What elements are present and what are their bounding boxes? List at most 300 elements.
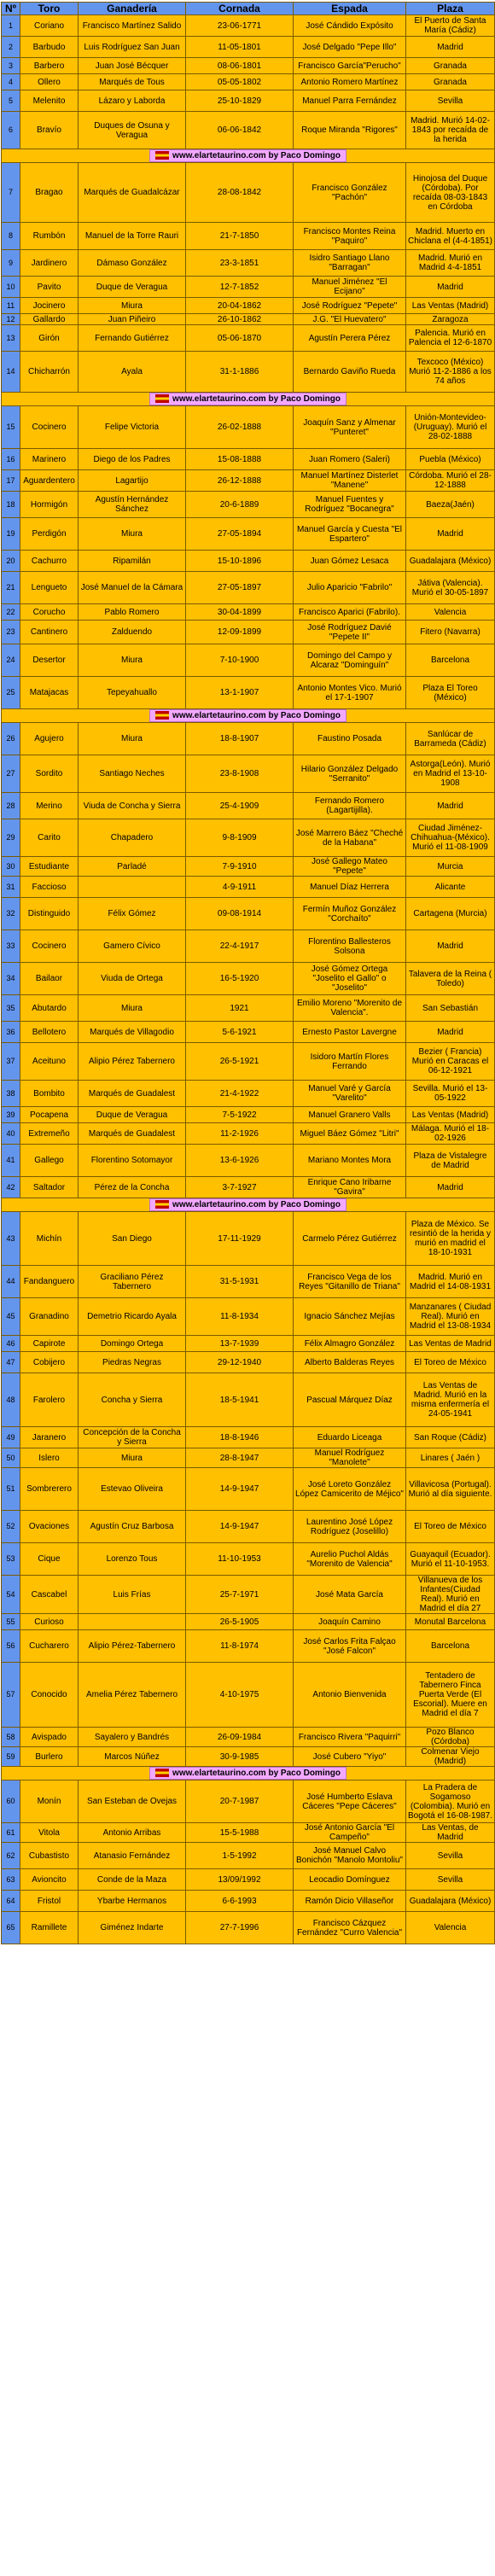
cell-espada: Pascual Márquez Díaz: [294, 1373, 406, 1427]
table-row: [2, 995, 495, 1022]
cell-num: 56: [2, 1630, 20, 1663]
cell-num: 10: [2, 277, 20, 298]
cell-cornada: 18-8-1946: [186, 1427, 294, 1448]
cell-ganaderia: Concepción de la Concha y Sierra: [79, 1427, 186, 1448]
cell-toro: Pavito: [20, 277, 79, 298]
table-row: [2, 1543, 495, 1576]
cell-espada: Joaquín Sanz y Almenar "Punteret": [294, 406, 406, 449]
table-row: [2, 1373, 495, 1427]
table-row: [2, 1869, 495, 1891]
cell-espada: Eduardo Liceaga: [294, 1427, 406, 1448]
cell-ganaderia: Parladé: [79, 857, 186, 877]
banner-row: [2, 1767, 495, 1780]
table-row: [2, 723, 495, 755]
table-row: [2, 1630, 495, 1663]
cell-cornada: 26-5-1921: [186, 1043, 294, 1081]
cell-ganaderia: Marqués de Villagodio: [79, 1022, 186, 1043]
cell-espada: Miguel Báez Gómez "Litri": [294, 1123, 406, 1145]
table-row: [2, 1427, 495, 1448]
cell-num: 64: [2, 1891, 20, 1912]
table-row: [2, 572, 495, 604]
cell-toro: Islero: [20, 1448, 79, 1468]
cell-cornada: 4-9-1911: [186, 877, 294, 898]
cell-num: 62: [2, 1843, 20, 1869]
cell-num: 25: [2, 677, 20, 709]
cell-ganaderia: Agustín Cruz Barbosa: [79, 1511, 186, 1543]
cell-num: 45: [2, 1298, 20, 1336]
cell-toro: Lengueto: [20, 572, 79, 604]
cell-espada: Fernando Romero (Lagartijilla).: [294, 793, 406, 819]
table-row: [2, 1123, 495, 1145]
cell-cornada: 17-11-1929: [186, 1212, 294, 1266]
cell-ganaderia: Ripamilán: [79, 551, 186, 572]
cell-ganaderia: Miura: [79, 644, 186, 677]
cell-num: 32: [2, 898, 20, 930]
cell-espada: José Humberto Eslava Cáceres "Pepe Cáceres": [294, 1780, 406, 1823]
cell-cornada: 13-1-1907: [186, 677, 294, 709]
cell-cornada: 7-9-1910: [186, 857, 294, 877]
cell-espada: José Rodríguez "Pepete": [294, 298, 406, 314]
cell-ganaderia: Amelia Pérez Tabernero: [79, 1663, 186, 1728]
cell-cornada: 1921: [186, 995, 294, 1022]
table-row: [2, 604, 495, 621]
banner-text: www.elartetaurino.com by Paco Domingo: [172, 711, 341, 720]
cell-espada: Domingo del Campo y Alcaraz "Dominguín": [294, 644, 406, 677]
cell-plaza: Monutal Barcelona: [406, 1614, 495, 1630]
cell-num: 50: [2, 1448, 20, 1468]
cell-toro: Barbudo: [20, 37, 79, 58]
cell-espada: Isidoro Martín Flores Ferrando: [294, 1043, 406, 1081]
cell-plaza: San Roque (Cádiz): [406, 1427, 495, 1448]
cell-cornada: 11-10-1953: [186, 1543, 294, 1576]
cell-toro: Distinguido: [20, 898, 79, 930]
cell-espada: Ernesto Pastor Lavergne: [294, 1022, 406, 1043]
cell-toro: Capirote: [20, 1336, 79, 1352]
cell-ganaderia: Marqués de Guadalcázar: [79, 163, 186, 223]
cell-cornada: 11-8-1934: [186, 1298, 294, 1336]
cell-ganaderia: Viuda de Concha y Sierra: [79, 793, 186, 819]
cell-ganaderia: Miura: [79, 298, 186, 314]
banner-cell: [2, 149, 495, 163]
table-body: [2, 15, 495, 1944]
table-row: [2, 1177, 495, 1198]
header-ganaderia: Ganadería: [79, 3, 186, 15]
cell-plaza: Madrid: [406, 277, 495, 298]
table-row: [2, 857, 495, 877]
cell-cornada: 7-10-1900: [186, 644, 294, 677]
website-banner: [149, 1198, 346, 1211]
cell-ganaderia: Pablo Romero: [79, 604, 186, 621]
cell-espada: Manuel Varé y García "Varelito": [294, 1081, 406, 1107]
cell-ganaderia: [79, 877, 186, 898]
cell-toro: Bombito: [20, 1081, 79, 1107]
cell-espada: Ramón Dicio Villaseñor: [294, 1891, 406, 1912]
cell-plaza: Granada: [406, 74, 495, 90]
banner-row: [2, 393, 495, 406]
cell-toro: Cocinero: [20, 406, 79, 449]
cell-espada: Faustino Posada: [294, 723, 406, 755]
banner-text: www.elartetaurino.com by Paco Domingo: [172, 394, 341, 404]
cell-num: 47: [2, 1352, 20, 1373]
cell-espada: Florentino Ballesteros Solsona: [294, 930, 406, 963]
cell-cornada: 23-3-1851: [186, 250, 294, 277]
cell-toro: Aguardentero: [20, 470, 79, 492]
cell-cornada: 28-8-1947: [186, 1448, 294, 1468]
table-row: [2, 298, 495, 314]
cell-plaza: Cartagena (Murcia): [406, 898, 495, 930]
cell-ganaderia: [79, 1614, 186, 1630]
cell-espada: Roque Miranda "Rigores": [294, 112, 406, 149]
cell-ganaderia: Miura: [79, 1448, 186, 1468]
cell-cornada: 20-04-1862: [186, 298, 294, 314]
cell-num: 11: [2, 298, 20, 314]
cell-ganaderia: Gamero Cívico: [79, 930, 186, 963]
cell-ganaderia: Lázaro y Laborda: [79, 90, 186, 112]
spanish-flag-icon: [155, 394, 169, 403]
cell-espada: Laurentino José López Rodríguez (Joselillo): [294, 1511, 406, 1543]
cell-ganaderia: Demetrio Ricardo Ayala: [79, 1298, 186, 1336]
cell-num: 13: [2, 325, 20, 352]
table-row: [2, 1614, 495, 1630]
cell-toro: Ramillete: [20, 1912, 79, 1944]
spanish-flag-icon: [155, 711, 169, 720]
cell-plaza: Córdoba. Murió el 28-12-1888: [406, 470, 495, 492]
cell-cornada: 26-12-1888: [186, 470, 294, 492]
cell-plaza: Manzanares ( Ciudad Real). Murió en Madrid el 13-08-1934: [406, 1298, 495, 1336]
cell-espada: Antonio Montes Vico. Murió el 17-1-1907: [294, 677, 406, 709]
cell-espada: Carmelo Pérez Gutiérrez: [294, 1212, 406, 1266]
cell-espada: José Cubero "Yiyo": [294, 1747, 406, 1767]
cell-cornada: 14-9-1947: [186, 1511, 294, 1543]
cell-cornada: 29-12-1940: [186, 1352, 294, 1373]
cell-cornada: 12-09-1899: [186, 621, 294, 644]
cell-plaza: Sevilla. Murió el 13-05-1922: [406, 1081, 495, 1107]
cell-num: 22: [2, 604, 20, 621]
cell-cornada: 16-5-1920: [186, 963, 294, 995]
cell-plaza: Villavicosa (Portugal). Murió al día siguiente.: [406, 1468, 495, 1511]
table-row: [2, 1298, 495, 1336]
cell-toro: Saltador: [20, 1177, 79, 1198]
cell-toro: Curioso: [20, 1614, 79, 1630]
cell-ganaderia: Juan Piñeiro: [79, 314, 186, 325]
cell-ganaderia: Viuda de Ortega: [79, 963, 186, 995]
table-row: [2, 793, 495, 819]
cell-cornada: 21-4-1922: [186, 1081, 294, 1107]
cell-cornada: 25-7-1971: [186, 1576, 294, 1614]
cell-espada: Manuel Martínez Disterlet "Manene": [294, 470, 406, 492]
cell-num: 17: [2, 470, 20, 492]
cell-toro: Michín: [20, 1212, 79, 1266]
cell-espada: Aurelio Puchol Aldás "Morenito de Valencia": [294, 1543, 406, 1576]
cell-plaza: Linares ( Jaén ): [406, 1448, 495, 1468]
cell-ganaderia: Tepeyahuallo: [79, 677, 186, 709]
cell-toro: Ovaciones: [20, 1511, 79, 1543]
cell-espada: Francisco Aparici (Fabrilo).: [294, 604, 406, 621]
cell-num: 55: [2, 1614, 20, 1630]
cell-espada: Manuel Rodríguez "Manolete": [294, 1448, 406, 1468]
cell-toro: Extremeño: [20, 1123, 79, 1145]
table-row: [2, 1728, 495, 1747]
cell-ganaderia: Atanasio Fernández: [79, 1843, 186, 1869]
cell-num: 52: [2, 1511, 20, 1543]
table-row: [2, 1511, 495, 1543]
cell-num: 39: [2, 1107, 20, 1123]
cell-ganaderia: Florentino Sotomayor: [79, 1145, 186, 1177]
cell-toro: Abutardo: [20, 995, 79, 1022]
table-row: [2, 621, 495, 644]
cell-num: 31: [2, 877, 20, 898]
cell-toro: Fristol: [20, 1891, 79, 1912]
cell-plaza: Zaragoza: [406, 314, 495, 325]
cell-toro: Chicharrón: [20, 352, 79, 393]
cell-cornada: 27-05-1897: [186, 572, 294, 604]
cell-toro: Marinero: [20, 449, 79, 470]
cell-num: 61: [2, 1823, 20, 1843]
table-row: [2, 1266, 495, 1298]
cell-plaza: Sevilla: [406, 90, 495, 112]
cell-num: 19: [2, 518, 20, 551]
table-row: [2, 1747, 495, 1767]
cell-num: 8: [2, 223, 20, 250]
cell-ganaderia: José Manuel de la Cámara: [79, 572, 186, 604]
table-row: [2, 449, 495, 470]
cell-cornada: 06-06-1842: [186, 112, 294, 149]
cell-ganaderia: Marqués de Guadalest: [79, 1081, 186, 1107]
cell-toro: Merino: [20, 793, 79, 819]
cell-plaza: Madrid: [406, 37, 495, 58]
cell-plaza: Las Ventas de Madrid. Murió en la misma enfermería el 24-05-1941: [406, 1373, 495, 1427]
cell-cornada: 05-06-1870: [186, 325, 294, 352]
cell-toro: Farolero: [20, 1373, 79, 1427]
cell-espada: Antonio Romero Martínez: [294, 74, 406, 90]
table-row: [2, 1468, 495, 1511]
cell-plaza: Colmenar Viejo (Madrid): [406, 1747, 495, 1767]
table-row: [2, 223, 495, 250]
cell-espada: Enrique Cano Iribarne "Gavira": [294, 1177, 406, 1198]
cell-toro: Sombrerero: [20, 1468, 79, 1511]
cell-num: 21: [2, 572, 20, 604]
cell-cornada: 13-6-1926: [186, 1145, 294, 1177]
cell-num: 12: [2, 314, 20, 325]
cell-cornada: 30-04-1899: [186, 604, 294, 621]
cell-espada: Emilio Moreno "Morenito de Valencia".: [294, 995, 406, 1022]
cell-ganaderia: Marqués de Guadalest: [79, 1123, 186, 1145]
cell-ganaderia: Marcos Núñez: [79, 1747, 186, 1767]
cell-plaza: Talavera de la Reina ( Toledo): [406, 963, 495, 995]
table-row: [2, 1145, 495, 1177]
cell-ganaderia: Dámaso González: [79, 250, 186, 277]
cell-plaza: Palencia. Murió en Palencia el 12-6-1870: [406, 325, 495, 352]
cell-num: 24: [2, 644, 20, 677]
cell-num: 14: [2, 352, 20, 393]
cell-ganaderia: Duques de Osuna y Veragua: [79, 112, 186, 149]
cell-ganaderia: San Esteban de Ovejas: [79, 1780, 186, 1823]
header-cornada: Cornada: [186, 3, 294, 15]
cell-num: 57: [2, 1663, 20, 1728]
cell-espada: Hilario González Delgado "Serranito": [294, 755, 406, 793]
cell-num: 5: [2, 90, 20, 112]
cell-espada: Antonio Bienvenida: [294, 1663, 406, 1728]
cell-toro: Cachurro: [20, 551, 79, 572]
cell-ganaderia: Francisco Martínez Salido: [79, 15, 186, 37]
cell-plaza: Játiva (Valencia). Murió el 30-05-1897: [406, 572, 495, 604]
cell-ganaderia: Antonio Arribas: [79, 1823, 186, 1843]
cell-cornada: 09-08-1914: [186, 898, 294, 930]
cell-ganaderia: Fernando Gutiérrez: [79, 325, 186, 352]
cell-cornada: 26-5-1905: [186, 1614, 294, 1630]
cell-toro: Cique: [20, 1543, 79, 1576]
cell-num: 65: [2, 1912, 20, 1944]
cell-toro: Corucho: [20, 604, 79, 621]
cell-num: 44: [2, 1266, 20, 1298]
cell-espada: Ignacio Sánchez Mejías: [294, 1298, 406, 1336]
cell-espada: Francisco Vega de los Reyes "Gitanillo de Triana": [294, 1266, 406, 1298]
cell-num: 30: [2, 857, 20, 877]
table-row: [2, 250, 495, 277]
cell-plaza: Barcelona: [406, 1630, 495, 1663]
cell-cornada: 11-8-1974: [186, 1630, 294, 1663]
cell-plaza: Guadalajara (México): [406, 1891, 495, 1912]
cell-ganaderia: Alipio Pérez Tabernero: [79, 1043, 186, 1081]
table-row: [2, 1912, 495, 1944]
cell-toro: Cascabel: [20, 1576, 79, 1614]
cell-cornada: 5-6-1921: [186, 1022, 294, 1043]
cell-toro: Carito: [20, 819, 79, 857]
banner-cell: [2, 709, 495, 723]
cell-toro: Sordito: [20, 755, 79, 793]
cell-ganaderia: Zalduendo: [79, 621, 186, 644]
table-row: [2, 518, 495, 551]
cell-ganaderia: Pérez de la Concha: [79, 1177, 186, 1198]
cell-espada: Bernardo Gaviño Rueda: [294, 352, 406, 393]
cell-ganaderia: Marqués de Tous: [79, 74, 186, 90]
cell-espada: Manuel Granero Valls: [294, 1107, 406, 1123]
cell-ganaderia: Agustín Hernández Sánchez: [79, 492, 186, 518]
cell-cornada: 31-1-1886: [186, 352, 294, 393]
cell-espada: José Cándido Expósito: [294, 15, 406, 37]
table-row: [2, 492, 495, 518]
cell-toro: Cantinero: [20, 621, 79, 644]
cell-plaza: El Toreo de México: [406, 1511, 495, 1543]
cell-ganaderia: Ayala: [79, 352, 186, 393]
cell-plaza: Madrid. Murió en Madrid 4-4-1851: [406, 250, 495, 277]
cell-ganaderia: Piedras Negras: [79, 1352, 186, 1373]
table-row: [2, 1663, 495, 1728]
table-row: [2, 1081, 495, 1107]
cell-num: 9: [2, 250, 20, 277]
cell-num: 28: [2, 793, 20, 819]
cell-plaza: Madrid: [406, 1022, 495, 1043]
cell-num: 18: [2, 492, 20, 518]
cell-ganaderia: Concha y Sierra: [79, 1373, 186, 1427]
cell-plaza: Las Ventas, de Madrid: [406, 1823, 495, 1843]
cell-toro: Avispado: [20, 1728, 79, 1747]
cell-espada: Francisco Rivera "Paquirri": [294, 1728, 406, 1747]
cell-espada: José Manuel Calvo Bonichón "Manolo Montoliu": [294, 1843, 406, 1869]
cell-toro: Jocinero: [20, 298, 79, 314]
table-row: [2, 819, 495, 857]
cell-num: 3: [2, 58, 20, 74]
cell-espada: Francisco Cázquez Fernández "Curro Valencia": [294, 1912, 406, 1944]
table-row: [2, 644, 495, 677]
table-row: [2, 58, 495, 74]
cell-toro: Bravío: [20, 112, 79, 149]
cell-espada: José Mata García: [294, 1576, 406, 1614]
cell-cornada: 26-10-1862: [186, 314, 294, 325]
cell-espada: Joaquín Camino: [294, 1614, 406, 1630]
table-row: [2, 930, 495, 963]
cell-plaza: Puebla (México): [406, 449, 495, 470]
cell-toro: Monín: [20, 1780, 79, 1823]
cell-toro: Fandanguero: [20, 1266, 79, 1298]
cell-num: 6: [2, 112, 20, 149]
cell-espada: José Rodríguez Davié "Pepete II": [294, 621, 406, 644]
cell-cornada: 18-8-1907: [186, 723, 294, 755]
cell-plaza: Plaza de México. Se resintió de la herida y murió en madrid el 18-10-1931: [406, 1212, 495, 1266]
cell-espada: Alberto Balderas Reyes: [294, 1352, 406, 1373]
cell-toro: Aceituno: [20, 1043, 79, 1081]
website-banner: [149, 1767, 346, 1780]
cell-ganaderia: Giménez Indarte: [79, 1912, 186, 1944]
cell-ganaderia: Miura: [79, 723, 186, 755]
bullfighter-deaths-table: [1, 2, 495, 1944]
cell-num: 29: [2, 819, 20, 857]
cell-num: 27: [2, 755, 20, 793]
cell-num: 33: [2, 930, 20, 963]
table-row: [2, 898, 495, 930]
table-row: [2, 37, 495, 58]
cell-cornada: 7-5-1922: [186, 1107, 294, 1123]
cell-espada: Agustín Perera Pérez: [294, 325, 406, 352]
table-row: [2, 277, 495, 298]
cell-espada: José Carlos Frita Falçao "José Falcon": [294, 1630, 406, 1663]
cell-plaza: Madrid: [406, 1177, 495, 1198]
cell-plaza: El Puerto de Santa María (Cádiz): [406, 15, 495, 37]
banner-cell: [2, 1198, 495, 1212]
cell-plaza: Villanueva de los Infantes(Ciudad Real). Murió en Madrid el día 27: [406, 1576, 495, 1614]
cell-cornada: 4-10-1975: [186, 1663, 294, 1728]
cell-ganaderia: Sayalero y Bandrés: [79, 1728, 186, 1747]
cell-toro: Perdigón: [20, 518, 79, 551]
table-row: [2, 877, 495, 898]
cell-cornada: 11-2-1926: [186, 1123, 294, 1145]
cell-toro: Jardinero: [20, 250, 79, 277]
cell-ganaderia: San Diego: [79, 1212, 186, 1266]
banner-row: [2, 1198, 495, 1212]
cell-plaza: Ciudad Jiménez-Chihuahua-(México). Murió el 11-08-1909: [406, 819, 495, 857]
cell-toro: Conocido: [20, 1663, 79, 1728]
cell-toro: Burlero: [20, 1747, 79, 1767]
spanish-flag-icon: [155, 1200, 169, 1209]
cell-plaza: Astorga(León). Murió en Madrid el 13-10-1908: [406, 755, 495, 793]
table-row: [2, 163, 495, 223]
cell-plaza: Las Ventas (Madrid): [406, 1107, 495, 1123]
cell-cornada: 27-7-1996: [186, 1912, 294, 1944]
cell-plaza: Madrid. Muerto en Chiclana el (4-4-1851): [406, 223, 495, 250]
cell-toro: Estudiante: [20, 857, 79, 877]
cell-cornada: 11-05-1801: [186, 37, 294, 58]
cell-plaza: Madrid: [406, 518, 495, 551]
cell-toro: Cocinero: [20, 930, 79, 963]
header-toro: Toro: [20, 3, 79, 15]
cell-toro: Gallego: [20, 1145, 79, 1177]
cell-plaza: El Toreo de México: [406, 1352, 495, 1373]
cell-num: 59: [2, 1747, 20, 1767]
cell-plaza: Murcia: [406, 857, 495, 877]
cell-ganaderia: Manuel de la Torre Rauri: [79, 223, 186, 250]
cell-ganaderia: Domingo Ortega: [79, 1336, 186, 1352]
cell-cornada: 20-7-1987: [186, 1780, 294, 1823]
